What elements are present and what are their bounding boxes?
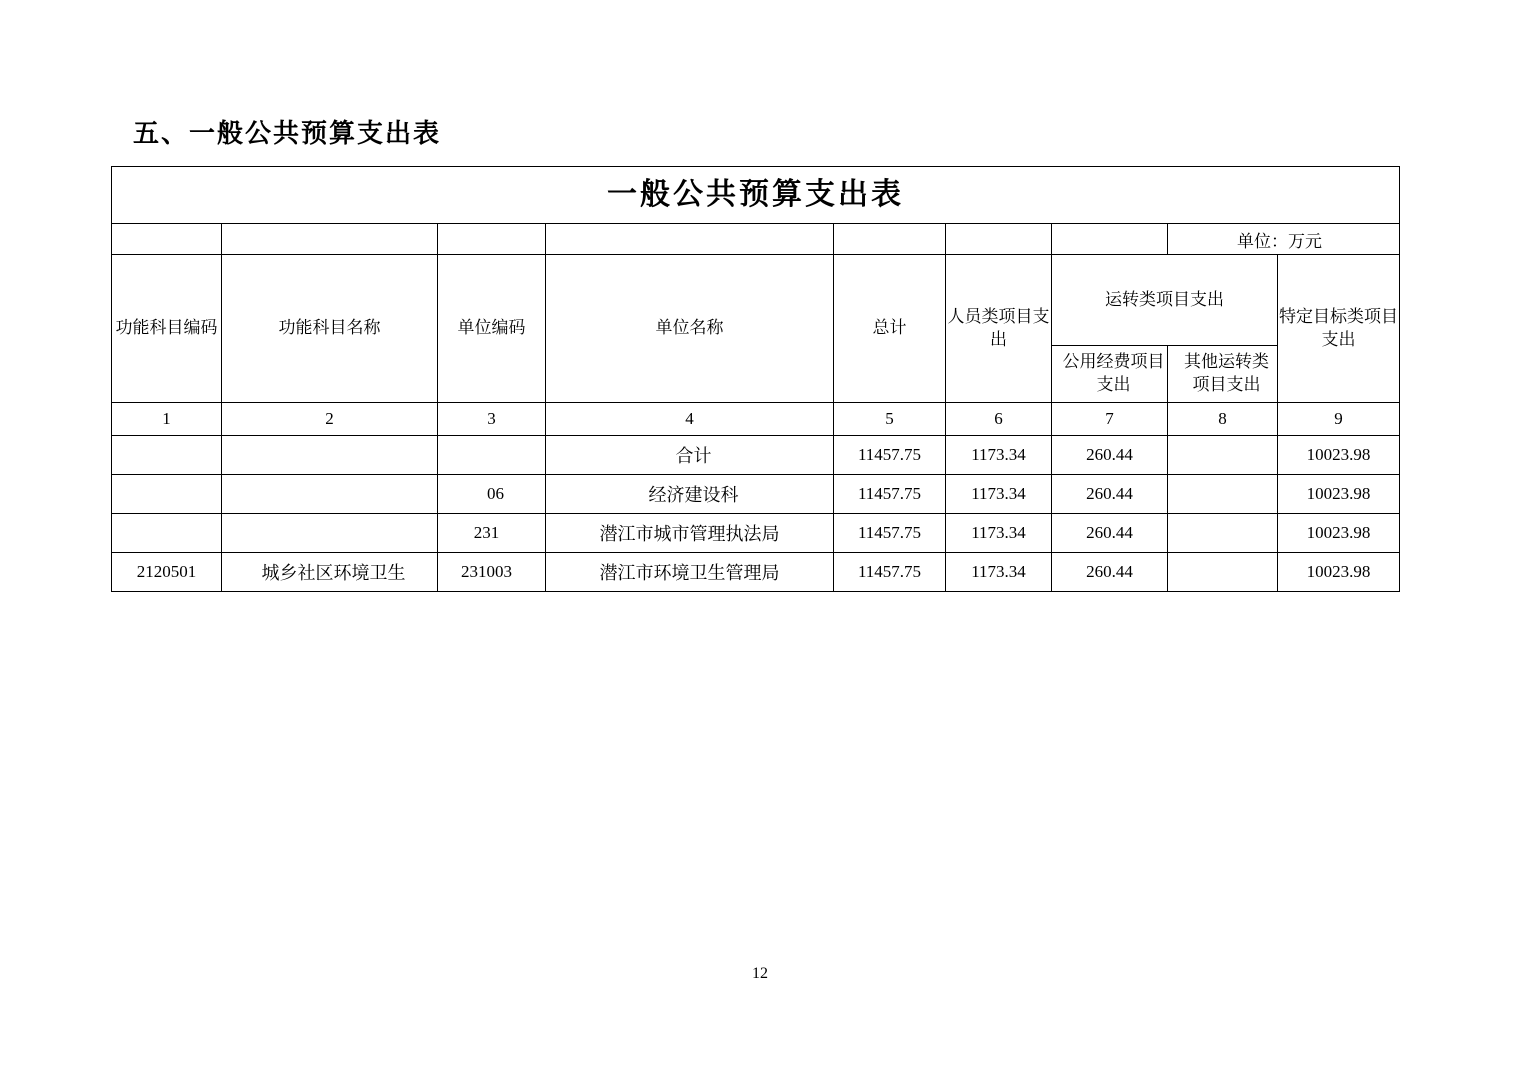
- cell-public-funds: 260.44: [1052, 436, 1168, 475]
- colnum-9: 9: [1278, 403, 1400, 436]
- cell-specific-target: 10023.98: [1278, 436, 1400, 475]
- cell-unit-code: 231: [438, 514, 546, 553]
- cell-other-operating: [1168, 514, 1278, 553]
- cell-personnel: 1173.34: [946, 514, 1052, 553]
- cell-subject-name: [222, 475, 438, 514]
- header-specific-target-expenditure: 特定目标类项目支出: [1278, 255, 1400, 403]
- header-operating-group: 运转类项目支出: [1052, 255, 1278, 346]
- cell-unit-name: 合计: [546, 436, 834, 475]
- table-row: [112, 514, 1400, 553]
- column-number-row: [112, 403, 1400, 436]
- unit-spacer-5: [834, 224, 946, 255]
- page-number: 12: [752, 965, 768, 982]
- cell-subject-code: [112, 475, 222, 514]
- cell-subject-name: [222, 436, 438, 475]
- cell-specific-target: 10023.98: [1278, 514, 1400, 553]
- section-heading: 五、一般公共预算支出表: [133, 119, 442, 148]
- cell-unit-name: 潜江市城市管理执法局: [546, 514, 834, 553]
- unit-spacer-6: [946, 224, 1052, 255]
- unit-spacer-1: [112, 224, 222, 255]
- cell-personnel: 1173.34: [946, 436, 1052, 475]
- colnum-2: 2: [222, 403, 438, 436]
- header-subject-code: 功能科目编码: [112, 255, 222, 403]
- colnum-4: 4: [546, 403, 834, 436]
- header-public-funds-expenditure: 公用经费项目支出: [1052, 346, 1168, 403]
- header-unit-name: 单位名称: [546, 255, 834, 403]
- table-row: [112, 553, 1400, 592]
- colnum-7: 7: [1052, 403, 1168, 436]
- colnum-8: 8: [1168, 403, 1278, 436]
- table-row: [112, 436, 1400, 475]
- cell-unit-name: 经济建设科: [546, 475, 834, 514]
- header-total: 总计: [834, 255, 946, 403]
- cell-specific-target: 10023.98: [1278, 553, 1400, 592]
- cell-unit-code: 06: [438, 475, 546, 514]
- cell-specific-target: 10023.98: [1278, 475, 1400, 514]
- cell-other-operating: [1168, 436, 1278, 475]
- cell-personnel: 1173.34: [946, 553, 1052, 592]
- cell-total: 11457.75: [834, 553, 946, 592]
- unit-spacer-7: [1052, 224, 1168, 255]
- cell-public-funds: 260.44: [1052, 553, 1168, 592]
- colnum-1: 1: [112, 403, 222, 436]
- colnum-5: 5: [834, 403, 946, 436]
- cell-unit-code: [438, 436, 546, 475]
- cell-total: 11457.75: [834, 475, 946, 514]
- unit-spacer-4: [546, 224, 834, 255]
- cell-subject-name: [222, 514, 438, 553]
- unit-note-row: [112, 224, 1400, 255]
- cell-public-funds: 260.44: [1052, 475, 1168, 514]
- cell-subject-code: 2120501: [112, 553, 222, 592]
- cell-total: 11457.75: [834, 514, 946, 553]
- header-row-main: [112, 255, 1400, 346]
- table-title: 一般公共预算支出表: [112, 167, 1400, 224]
- cell-other-operating: [1168, 553, 1278, 592]
- colnum-6: 6: [946, 403, 1052, 436]
- colnum-3: 3: [438, 403, 546, 436]
- cell-total: 11457.75: [834, 436, 946, 475]
- cell-public-funds: 260.44: [1052, 514, 1168, 553]
- cell-personnel: 1173.34: [946, 475, 1052, 514]
- header-unit-code: 单位编码: [438, 255, 546, 403]
- unit-note: 单位：万元: [1168, 224, 1400, 255]
- header-subject-name: 功能科目名称: [222, 255, 438, 403]
- table-row: [112, 475, 1400, 514]
- header-personnel-expenditure: 人员类项目支出: [946, 255, 1052, 403]
- unit-spacer-2: [222, 224, 438, 255]
- table-title-row: [112, 167, 1400, 224]
- cell-other-operating: [1168, 475, 1278, 514]
- header-other-operating-expenditure: 其他运转类项目支出: [1168, 346, 1278, 403]
- cell-subject-code: [112, 436, 222, 475]
- budget-expenditure-table: [111, 166, 1400, 592]
- cell-unit-code: 231003: [438, 553, 546, 592]
- cell-subject-code: [112, 514, 222, 553]
- cell-subject-name: 城乡社区环境卫生: [222, 553, 438, 592]
- cell-unit-name: 潜江市环境卫生管理局: [546, 553, 834, 592]
- unit-spacer-3: [438, 224, 546, 255]
